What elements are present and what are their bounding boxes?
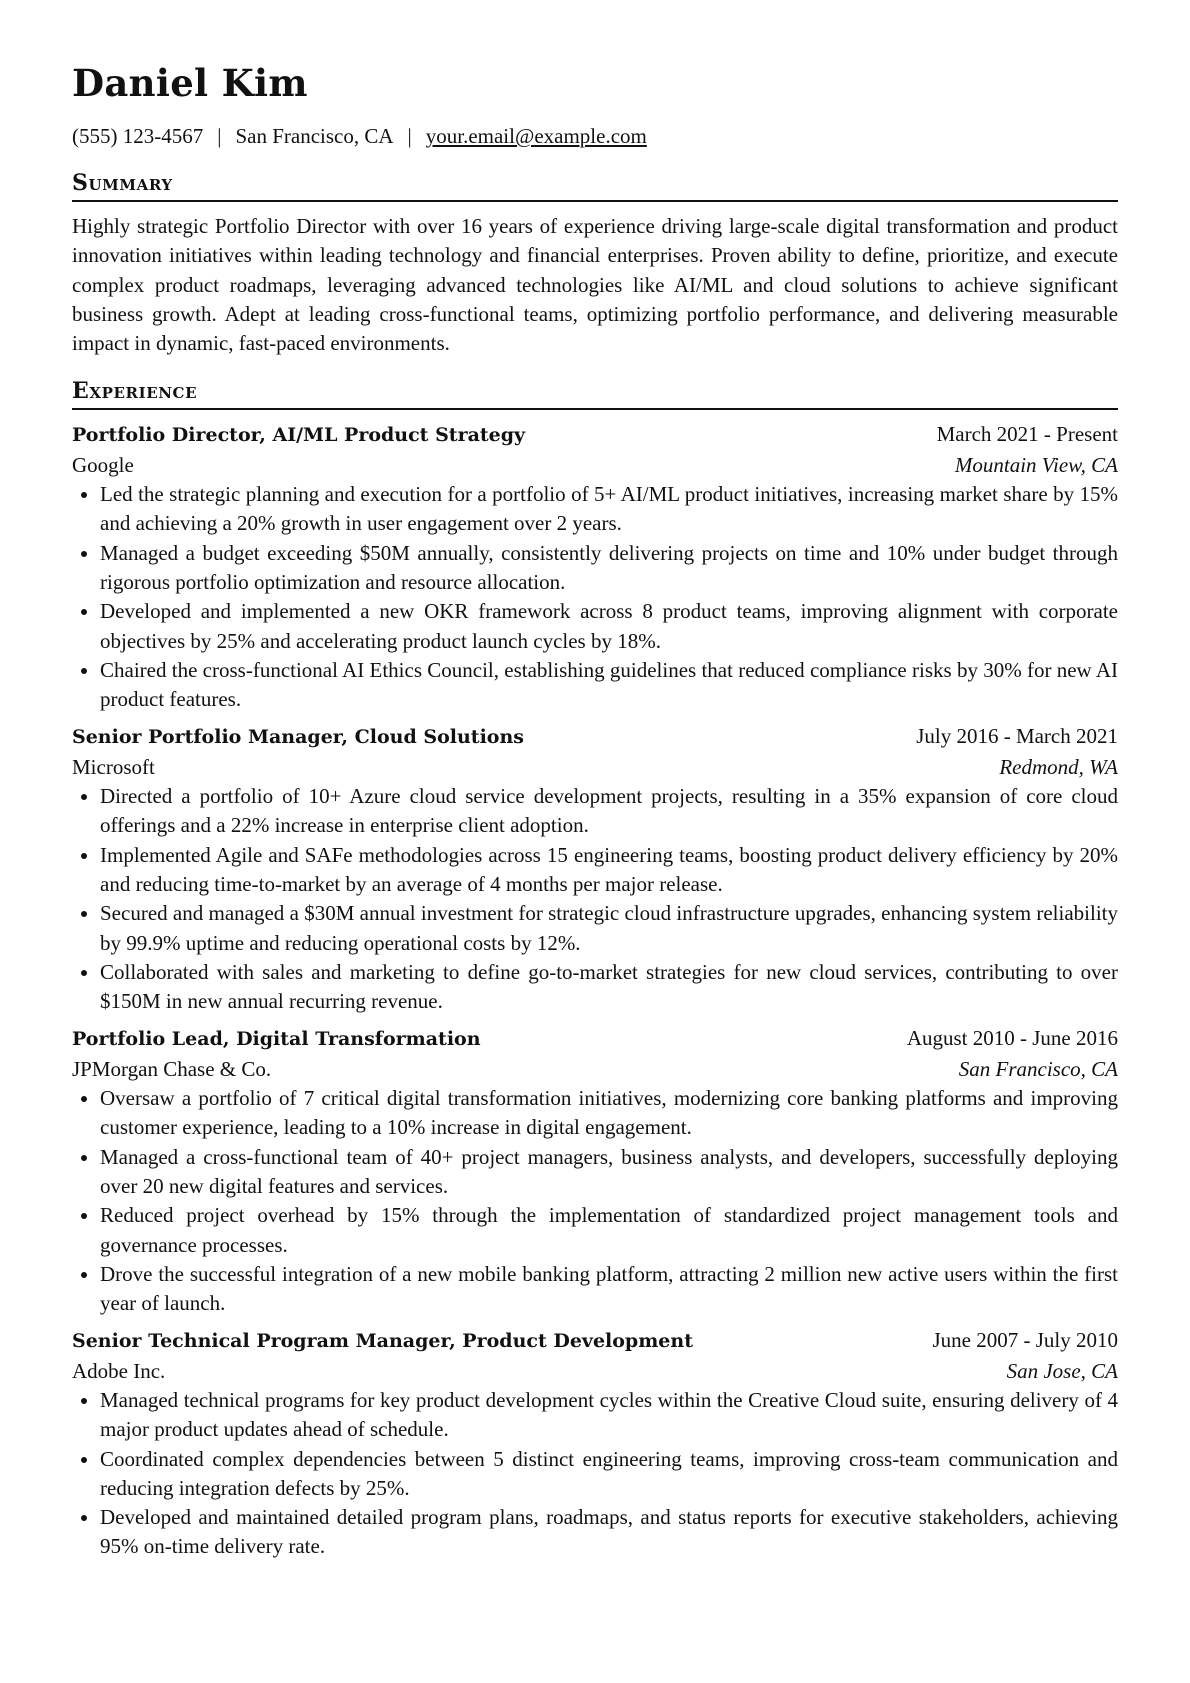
bullet-text: Managed a budget exceeding $50M annually, consistently delivering projects on time and 10% under budget through rigorous portfolio optimization and resource allocation. <box>100 540 1118 594</box>
summary-heading: Summary <box>72 169 1118 202</box>
email-link[interactable]: your.email@example.com <box>425 124 647 148</box>
contact-line <box>72 122 1118 150</box>
bullet-item <box>72 782 1118 841</box>
experience-list <box>72 420 1118 1561</box>
summary-text: Highly strategic Portfolio Director with over 16 years of experience driving large-scale digital transformation and product innovation initiatives within leading technology and financial enterprises. Proven ability to define, prioritize, and execute complex product roadmaps, leveraging advanced technologies like AI/ML and cloud solutions to achieve significant business growth. Adept at leading cross-functional teams, optimizing portfolio performance, and delivering measurable impact in dynamic, fast-paced environments. <box>72 214 1118 356</box>
bullet-item <box>72 841 1118 900</box>
job-title-row <box>72 722 1118 752</box>
job-title-row <box>72 1024 1118 1054</box>
bullet-dot-icon <box>81 609 87 615</box>
company-name: JPMorgan Chase & Co. <box>72 1056 272 1081</box>
contact-location: San Francisco, CA <box>235 124 394 148</box>
job-dates: March 2021 - Present <box>936 422 1118 447</box>
job-entry <box>72 420 1118 714</box>
bullet-text: Developed and maintained detailed program plans, roadmaps, and status reports for executive stakeholders, achieving 95% on-time delivery rate. <box>100 1505 1118 1559</box>
candidate-name: Daniel Kim <box>72 61 308 105</box>
bullet-dot-icon <box>81 1457 87 1463</box>
job-dates: June 2007 - July 2010 <box>932 1328 1118 1353</box>
job-location: San Jose, CA <box>1006 1358 1118 1383</box>
bullet-dot-icon <box>81 794 87 800</box>
bullet-item <box>72 1386 1118 1445</box>
bullet-item <box>72 958 1118 1017</box>
bullet-item <box>72 899 1118 958</box>
separator: | <box>407 124 412 148</box>
phone-number: (555) 123-4567 <box>72 124 204 148</box>
company-row <box>72 753 1118 782</box>
bullet-dot-icon <box>81 1155 87 1161</box>
bullet-text: Chaired the cross-functional AI Ethics Council, establishing guidelines that reduced compliance risks by 30% for new AI product features. <box>100 657 1118 712</box>
bullet-dot-icon <box>81 1272 87 1278</box>
bullet-item <box>72 480 1118 539</box>
job-bullets <box>72 480 1118 714</box>
bullet-text: Managed a cross-functional team of 40+ project managers, business analysts, and developers, successfully deploying over 20 new digital features and services. <box>100 1144 1118 1198</box>
job-title-row <box>72 1326 1118 1356</box>
bullet-dot-icon <box>81 853 87 859</box>
bullet-item <box>72 656 1118 715</box>
bullet-dot-icon <box>81 1213 87 1219</box>
job-location: San Francisco, CA <box>958 1056 1118 1081</box>
job-dates: August 2010 - June 2016 <box>906 1026 1118 1051</box>
bullet-dot-icon <box>81 668 87 674</box>
bullet-item <box>72 1084 1118 1143</box>
company-name: Adobe Inc. <box>72 1358 166 1383</box>
job-location: Redmond, WA <box>999 754 1118 779</box>
job-dates: July 2016 - March 2021 <box>916 724 1118 749</box>
bullet-text: Secured and managed a $30M annual investment for strategic cloud infrastructure upgrades, enhancing system reliability by 99.9% uptime and reducing operational costs by 12%. <box>100 901 1118 955</box>
job-bullets <box>72 1386 1118 1562</box>
job-title: Portfolio Director, AI/ML Product Strategy <box>72 424 526 447</box>
bullet-text: Collaborated with sales and marketing to define go-to-market strategies for new cloud services, contributing to over $150M in new annual recurring revenue. <box>100 959 1118 1014</box>
bullet-text: Led the strategic planning and execution for a portfolio of 5+ AI/ML product initiatives, increasing market share by 15% and achieving a 20% growth in user engagement over 2 years. <box>100 482 1118 536</box>
company-row <box>72 1357 1118 1386</box>
bullet-item <box>72 1201 1118 1260</box>
bullet-text: Oversaw a portfolio of 7 critical digital transformation initiatives, modernizing core banking platforms and improving customer experience, leading to a 10% increase in digital engagement. <box>100 1086 1118 1140</box>
job-title: Senior Technical Program Manager, Product Development <box>72 1330 693 1353</box>
bullet-dot-icon <box>81 911 87 917</box>
company-name: Google <box>72 452 134 477</box>
job-entry <box>72 1326 1118 1561</box>
bullet-text: Managed technical programs for key product development cycles within the Creative Cloud suite, ensuring delivery of 4 major product updates ahead of schedule. <box>100 1387 1118 1442</box>
bullet-text: Implemented Agile and SAFe methodologies across 15 engineering teams, boosting product delivery efficiency by 20% and reducing time-to-market by an average of 4 months per major release. <box>100 842 1118 896</box>
company-row <box>72 451 1118 480</box>
company-name: Microsoft <box>72 754 155 779</box>
bullet-dot-icon <box>81 970 87 976</box>
job-entry <box>72 1024 1118 1318</box>
job-title-row <box>72 420 1118 450</box>
bullet-item <box>72 539 1118 598</box>
job-location: Mountain View, CA <box>954 452 1118 477</box>
bullet-item <box>72 1445 1118 1504</box>
separator: | <box>217 124 222 148</box>
job-title: Senior Portfolio Manager, Cloud Solutions <box>72 726 524 749</box>
bullet-item <box>72 1260 1118 1319</box>
bullet-text: Directed a portfolio of 10+ Azure cloud service development projects, resulting in a 35% expansion of core cloud offerings and a 22% increase in enterprise client adoption. <box>100 784 1118 838</box>
company-row <box>72 1055 1118 1084</box>
bullet-item <box>72 1503 1118 1562</box>
job-bullets <box>72 1084 1118 1318</box>
bullet-text: Developed and implemented a new OKR framework across 8 product teams, improving alignment with corporate objectives by 25% and accelerating product launch cycles by 18%. <box>100 599 1118 653</box>
bullet-item <box>72 1143 1118 1202</box>
bullet-dot-icon <box>81 551 87 557</box>
job-entry <box>72 722 1118 1016</box>
bullet-dot-icon <box>81 1398 87 1404</box>
bullet-text: Drove the successful integration of a new mobile banking platform, attracting 2 million new active users within the first year of launch. <box>100 1261 1118 1316</box>
bullet-text: Coordinated complex dependencies between 5 distinct engineering teams, improving cross-team communication and reducing integration defects by 25%. <box>100 1446 1118 1500</box>
job-bullets <box>72 782 1118 1016</box>
bullet-dot-icon <box>81 1515 87 1521</box>
bullet-text: Reduced project overhead by 15% through the implementation of standardized project management tools and governance processes. <box>100 1203 1118 1257</box>
experience-heading: Experience <box>72 377 1118 410</box>
bullet-dot-icon <box>81 492 87 498</box>
bullet-dot-icon <box>81 1096 87 1102</box>
bullet-item <box>72 597 1118 656</box>
job-title: Portfolio Lead, Digital Transformation <box>72 1028 481 1051</box>
